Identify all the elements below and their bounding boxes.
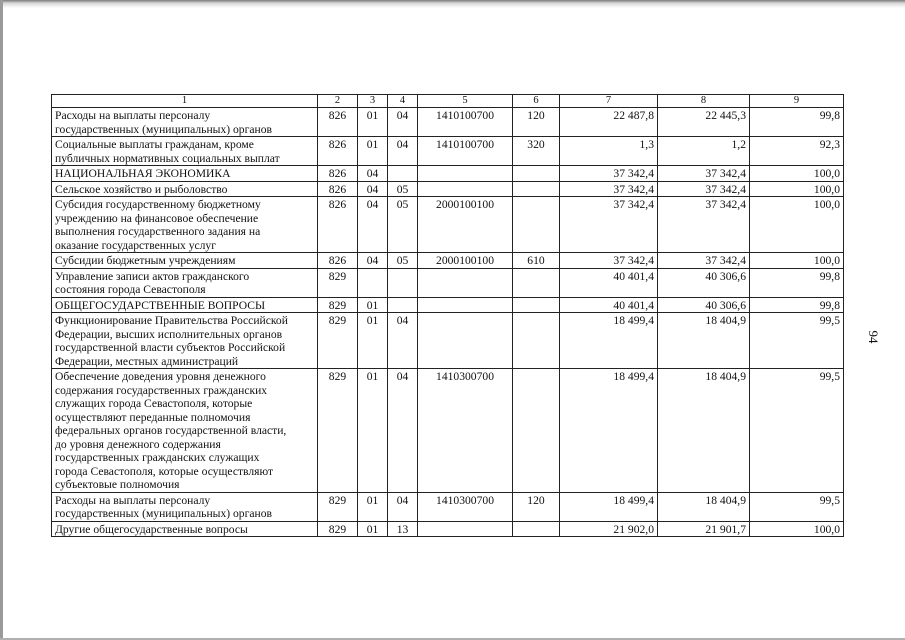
expense-type-cell — [513, 313, 560, 369]
department-code-cell: 826 — [318, 197, 358, 253]
target-article-cell: 1410300700 — [418, 369, 513, 493]
expense-name-line: оказание государственных услуг — [55, 238, 216, 252]
executed-amount-cell: 21 901,7 — [658, 521, 750, 537]
subsection-code-cell — [388, 166, 418, 182]
expense-name-line: публичных нормативных социальных выплат — [55, 151, 280, 165]
header-cell: 9 — [750, 95, 844, 108]
target-article-cell: 1410300700 — [418, 492, 513, 521]
department-code-cell: 829 — [318, 313, 358, 369]
department-code-cell: 826 — [318, 108, 358, 137]
table-row — [52, 181, 844, 197]
planned-amount-cell: 37 342,4 — [560, 181, 658, 197]
expense-name-cell — [52, 313, 318, 369]
expense-name-line: государственной власти субъектов Российской — [55, 341, 286, 354]
department-code-cell: 826 — [318, 166, 358, 182]
expense-name-cell — [52, 108, 318, 137]
expense-name-line: Субсидии бюджетным учреждениям — [55, 254, 236, 267]
planned-amount-cell: 37 342,4 — [560, 166, 658, 182]
section-code-cell — [358, 268, 388, 297]
subsection-code-cell: 13 — [388, 521, 418, 537]
execution-percent-cell: 92,3 — [750, 137, 844, 166]
subsection-code-cell: 04 — [388, 369, 418, 493]
expense-name-line: государственных гражданских служащих — [55, 451, 260, 464]
subsection-code-cell: 04 — [388, 108, 418, 137]
department-code-cell: 829 — [318, 521, 358, 537]
expense-name-line: НАЦИОНАЛЬНАЯ ЭКОНОМИКА — [55, 167, 231, 180]
expense-name-line: Федерации, местных администраций — [55, 354, 239, 368]
target-article-cell — [418, 313, 513, 369]
execution-percent-cell: 99,5 — [750, 369, 844, 493]
expense-type-cell: 610 — [513, 253, 560, 269]
table-row — [52, 369, 844, 493]
expense-name-line: учреждению на финансовое обеспечение — [55, 211, 259, 225]
expense-name-line: Управление записи актов гражданского — [55, 269, 250, 283]
expense-name-line: Другие общегосударственные вопросы — [55, 522, 248, 536]
header-cell: 5 — [418, 95, 513, 108]
header-cell: 7 — [560, 95, 658, 108]
table-row — [52, 166, 844, 182]
executed-amount-cell: 37 342,4 — [658, 166, 750, 182]
section-code-cell: 01 — [358, 492, 388, 521]
expense-name-line: Федерации, высших исполнительных органов — [55, 327, 283, 341]
subsection-code-cell: 05 — [388, 197, 418, 253]
executed-amount-cell: 18 404,9 — [658, 369, 750, 493]
execution-percent-cell: 99,8 — [750, 268, 844, 297]
table-row — [52, 108, 844, 137]
header-cell: 1 — [52, 95, 318, 108]
expense-name-cell — [52, 166, 318, 182]
execution-percent-cell: 100,0 — [750, 253, 844, 269]
execution-percent-cell: 99,8 — [750, 108, 844, 137]
department-code-cell: 826 — [318, 181, 358, 197]
target-article-cell — [418, 268, 513, 297]
planned-amount-cell: 40 401,4 — [560, 297, 658, 313]
department-code-cell: 829 — [318, 492, 358, 521]
expense-name-line: Расходы на выплаты персоналу — [55, 109, 211, 122]
expense-name-cell — [52, 268, 318, 297]
department-code-cell: 826 — [318, 253, 358, 269]
expense-name-cell — [52, 181, 318, 197]
target-article-cell — [418, 166, 513, 182]
executed-amount-cell: 37 342,4 — [658, 197, 750, 253]
target-article-cell — [418, 297, 513, 313]
expense-name-line: Сельское хозяйство и рыболовство — [55, 182, 228, 196]
executed-amount-cell: 1,2 — [658, 137, 750, 166]
planned-amount-cell: 1,3 — [560, 137, 658, 166]
expense-name-line: до уровня денежного содержания — [55, 437, 221, 451]
table-header-row — [52, 95, 844, 108]
table-row — [52, 313, 844, 369]
expense-name-line: Обеспечение доведения уровня денежного — [55, 370, 266, 383]
section-code-cell: 04 — [358, 166, 388, 182]
expense-name-line: субъектовые полномочия — [55, 478, 180, 491]
planned-amount-cell: 37 342,4 — [560, 197, 658, 253]
subsection-code-cell — [388, 268, 418, 297]
header-cell: 3 — [358, 95, 388, 108]
expense-type-cell — [513, 521, 560, 537]
table-row — [52, 268, 844, 297]
execution-percent-cell: 99,5 — [750, 313, 844, 369]
header-cell: 8 — [658, 95, 750, 108]
expense-type-cell: 320 — [513, 137, 560, 166]
department-code-cell: 829 — [318, 297, 358, 313]
expense-name-line: Социальные выплаты гражданам, кроме — [55, 138, 254, 151]
expense-type-cell — [513, 197, 560, 253]
expense-type-cell — [513, 166, 560, 182]
header-cell: 2 — [318, 95, 358, 108]
budget-execution-table — [51, 94, 844, 537]
expense-name-cell — [52, 492, 318, 521]
section-code-cell: 01 — [358, 521, 388, 537]
table-row — [52, 137, 844, 166]
planned-amount-cell: 18 499,4 — [560, 369, 658, 493]
department-code-cell: 829 — [318, 369, 358, 493]
section-code-cell: 01 — [358, 313, 388, 369]
expense-name-cell — [52, 369, 318, 493]
executed-amount-cell: 37 342,4 — [658, 181, 750, 197]
section-code-cell: 04 — [358, 253, 388, 269]
subsection-code-cell — [388, 297, 418, 313]
expense-name-line: государственных (муниципальных) органов — [55, 122, 272, 136]
subsection-code-cell: 04 — [388, 313, 418, 369]
header-cell: 6 — [513, 95, 560, 108]
expense-name-line: состояния города Севастополя — [55, 283, 206, 296]
planned-amount-cell: 18 499,4 — [560, 492, 658, 521]
expense-name-line: осуществляют переданные полномочия — [55, 410, 251, 424]
table-row — [52, 253, 844, 269]
section-code-cell: 01 — [358, 108, 388, 137]
expense-type-cell: 120 — [513, 492, 560, 521]
department-code-cell: 826 — [318, 137, 358, 166]
expense-name-line: содержания государственных гражданских — [55, 383, 268, 397]
department-code-cell: 829 — [318, 268, 358, 297]
expense-type-cell — [513, 268, 560, 297]
expense-name-line: федеральных органов государственной власти, — [55, 424, 287, 437]
scan-edge-top — [0, 0, 905, 8]
execution-percent-cell: 100,0 — [750, 197, 844, 253]
expense-name-line: служащих города Севастополя, которые — [55, 397, 253, 410]
expense-name-line: Субсидия государственному бюджетному — [55, 198, 261, 211]
expense-type-cell: 120 — [513, 108, 560, 137]
executed-amount-cell: 40 306,6 — [658, 268, 750, 297]
execution-percent-cell: 100,0 — [750, 521, 844, 537]
page-number: 94 — [866, 330, 881, 344]
expense-name-line: Функционирование Правительства Российской — [55, 314, 288, 327]
subsection-code-cell: 04 — [388, 492, 418, 521]
expense-type-cell — [513, 297, 560, 313]
expense-name-line: ОБЩЕГОСУДАРСТВЕННЫЕ ВОПРОСЫ — [55, 298, 266, 312]
execution-percent-cell: 100,0 — [750, 166, 844, 182]
planned-amount-cell: 40 401,4 — [560, 268, 658, 297]
planned-amount-cell: 22 487,8 — [560, 108, 658, 137]
table-row — [52, 492, 844, 521]
executed-amount-cell: 22 445,3 — [658, 108, 750, 137]
executed-amount-cell: 40 306,6 — [658, 297, 750, 313]
section-code-cell: 01 — [358, 369, 388, 493]
planned-amount-cell: 21 902,0 — [560, 521, 658, 537]
scan-edge-left — [0, 0, 3, 640]
table-row — [52, 197, 844, 253]
target-article-cell: 1410100700 — [418, 137, 513, 166]
expense-name-line: Расходы на выплаты персоналу — [55, 493, 211, 507]
expense-name-cell — [52, 253, 318, 269]
planned-amount-cell: 37 342,4 — [560, 253, 658, 269]
subsection-code-cell: 05 — [388, 181, 418, 197]
target-article-cell: 1410100700 — [418, 108, 513, 137]
target-article-cell: 2000100100 — [418, 197, 513, 253]
table-row — [52, 521, 844, 537]
expense-type-cell — [513, 369, 560, 493]
executed-amount-cell: 37 342,4 — [658, 253, 750, 269]
execution-percent-cell: 100,0 — [750, 181, 844, 197]
table-row — [52, 297, 844, 313]
executed-amount-cell: 18 404,9 — [658, 313, 750, 369]
execution-percent-cell: 99,5 — [750, 492, 844, 521]
section-code-cell: 04 — [358, 197, 388, 253]
planned-amount-cell: 18 499,4 — [560, 313, 658, 369]
expense-name-line: города Севастополя, которые осуществляют — [55, 464, 274, 478]
header-cell: 4 — [388, 95, 418, 108]
target-article-cell — [418, 521, 513, 537]
expense-name-cell — [52, 521, 318, 537]
target-article-cell: 2000100100 — [418, 253, 513, 269]
section-code-cell: 01 — [358, 297, 388, 313]
executed-amount-cell: 18 404,9 — [658, 492, 750, 521]
section-code-cell: 01 — [358, 137, 388, 166]
expense-type-cell — [513, 181, 560, 197]
target-article-cell — [418, 181, 513, 197]
expense-name-line: выполнения государственного задания на — [55, 225, 261, 238]
expense-name-cell — [52, 137, 318, 166]
expense-name-cell — [52, 297, 318, 313]
subsection-code-cell: 04 — [388, 137, 418, 166]
expense-name-cell — [52, 197, 318, 253]
subsection-code-cell: 05 — [388, 253, 418, 269]
execution-percent-cell: 99,8 — [750, 297, 844, 313]
section-code-cell: 04 — [358, 181, 388, 197]
expense-name-line: государственных (муниципальных) органов — [55, 507, 272, 520]
